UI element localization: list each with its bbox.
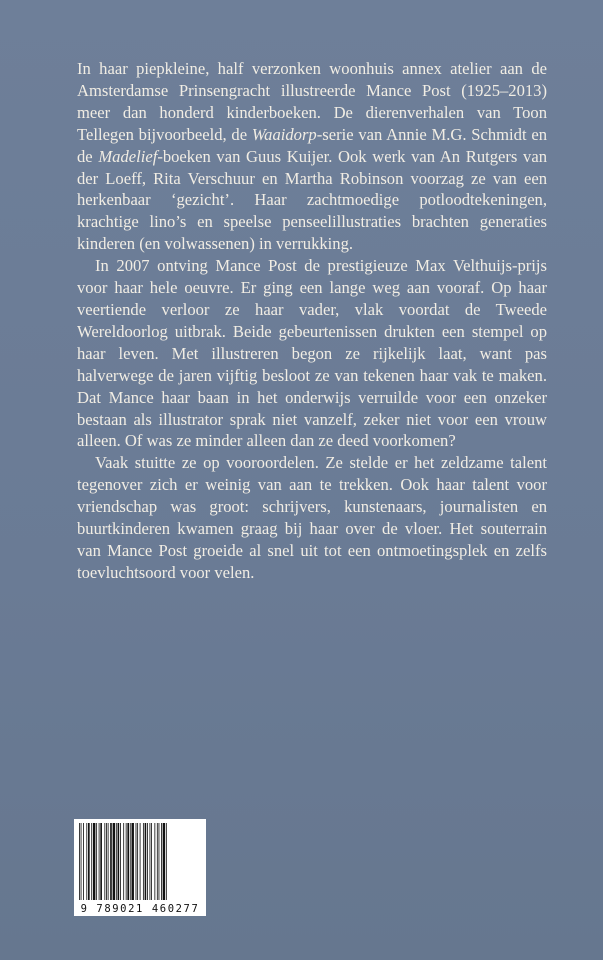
isbn-number: 9 789021 460277 [80,903,200,915]
isbn-barcode [74,819,206,916]
blurb-p1-part-a: In haar piepkleine, half verzonken woonhuis annex atelier aan de Amsterdamse Prinsengracht illustreerde Mance Post (1925–2013) meer dan honderd kinderboeken. De dierenverhalen van Toon Tellegen bijvoorbeeld, de [77,59,547,144]
title-waaidorp: Waaidorp [251,124,317,144]
blurb-p1-part-e: -boeken van Guus Kuijer. Ook werk van An Rutgers van der Loeff, Rita Verschuur en Martha Robinson voorzag ze van een herkenbaar ‘gezicht’. Haar zachtmoedige potloodtekeningen, krachtige lino’s en speelse penseelillustraties brachten generaties kinderen (en volwassenen) in verrukking. [77,146,547,254]
blurb-p1-part-c: -serie van Annie M.G. Schmidt en de [77,124,547,166]
back-cover-blurb [77,58,547,584]
barcode-bars [78,823,202,900]
blurb-paragraph-1 [77,58,547,255]
blurb-paragraph-2: In 2007 ontving Mance Post de prestigieuze Max Velthuijs-prijs voor haar hele oeuvre. Er ging een lange weg aan vooraf. Op haar veertiende verloor ze haar vader, vlak voordat de Tweede Wereldoorlog uitbrak. Beide gebeurtenissen drukten een stempel op haar leven. Met illustreren begon ze rijkelijk laat, want pas halverwege de jaren vijftig besloot ze van tekenen haar vak te maken. Dat Mance haar baan in het onderwijs verruilde voor een onzeker bestaan als illustrator sprak niet vanzelf, zeker niet voor een vrouw alleen. Of was ze minder alleen dan ze deed voorkomen? [77,256,547,451]
title-madelief: Madelief [98,146,158,166]
blurb-paragraph-3: Vaak stuitte ze op vooroordelen. Ze stelde er het zeldzame talent tegenover zich er weinig van aan te trekken. Ook haar talent voor vriendschap was groot: schrijvers, kunstenaars, journalisten en buurtkinderen kwamen graag bij haar over de vloer. Het souterrain van Mance Post groeide al snel uit tot een ontmoetingsplek en zelfs toevluchtsoord voor velen. [77,453,547,582]
